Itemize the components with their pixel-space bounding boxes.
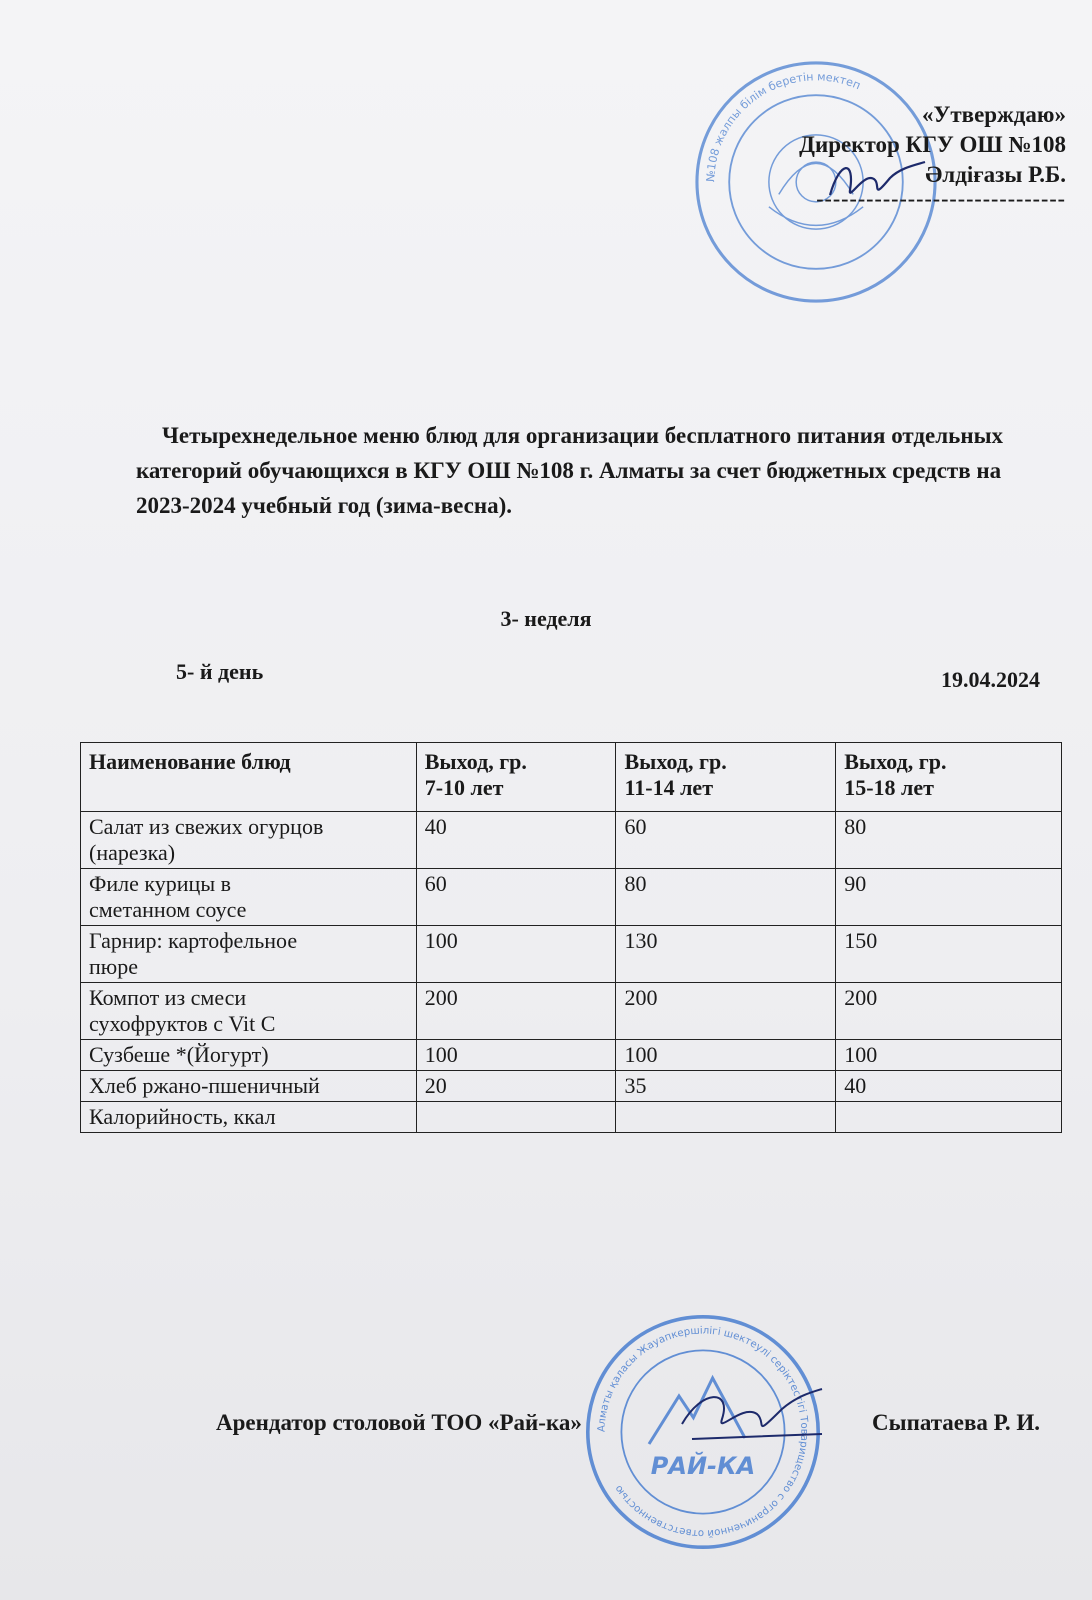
portion-15-18: 40 bbox=[836, 1071, 1062, 1102]
calories-15-18 bbox=[836, 1102, 1062, 1133]
portion-15-18: 90 bbox=[836, 869, 1062, 926]
stamp-top-text: №108 жалпы білім беретін мектеп bbox=[704, 70, 863, 183]
approval-name: Әлдіғазы Р.Б. bbox=[925, 162, 1066, 187]
dish-name: Компот из смеси сухофруктов с Vit C bbox=[81, 983, 417, 1040]
dish-name: Гарнир: картофельное пюре bbox=[81, 926, 417, 983]
stamp-logo: РАЙ-КА bbox=[650, 1452, 756, 1480]
menu-table bbox=[80, 742, 1062, 1133]
table-row bbox=[81, 926, 1062, 983]
table-row bbox=[81, 869, 1062, 926]
header-age-7-10: Выход, гр. 7-10 лет bbox=[416, 743, 616, 812]
portion-7-10: 200 bbox=[416, 983, 616, 1040]
dish-name: Хлеб ржано-пшеничный bbox=[81, 1071, 417, 1102]
table-row bbox=[81, 983, 1062, 1040]
portion-7-10: 60 bbox=[416, 869, 616, 926]
table-row bbox=[81, 1102, 1062, 1133]
week-label: 3- неделя bbox=[500, 606, 592, 631]
stamp-bottom-text: Алматы қаласы Жауапкершілігі шектеулі серіктестігі Товарищество с ограниченной ответственностью bbox=[596, 1325, 810, 1539]
portion-11-14: 130 bbox=[616, 926, 836, 983]
table-row bbox=[81, 812, 1062, 869]
dish-name: Филе курицы в сметанном соусе bbox=[81, 869, 417, 926]
date-label: 19.04.2024 bbox=[941, 667, 1040, 692]
calories-11-14 bbox=[616, 1102, 836, 1133]
portion-15-18: 80 bbox=[836, 812, 1062, 869]
portion-7-10: 100 bbox=[416, 1040, 616, 1071]
dish-name: Салат из свежих огурцов (нарезка) bbox=[81, 812, 417, 869]
approval-block bbox=[799, 100, 1066, 211]
portion-7-10: 100 bbox=[416, 926, 616, 983]
approval-position: Директор КГУ ОШ №108 bbox=[799, 132, 1066, 157]
header-age-11-14: Выход, гр. 11-14 лет bbox=[616, 743, 836, 812]
header-dish: Наименование блюд bbox=[81, 743, 417, 812]
portion-11-14: 35 bbox=[616, 1071, 836, 1102]
header-age-15-18: Выход, гр. 15-18 лет bbox=[836, 743, 1062, 812]
portion-15-18: 200 bbox=[836, 983, 1062, 1040]
portion-15-18: 100 bbox=[836, 1040, 1062, 1071]
signature-line: ------------------------------ bbox=[816, 186, 1066, 211]
calories-label: Калорийность, ккал bbox=[81, 1102, 417, 1133]
portion-11-14: 80 bbox=[616, 869, 836, 926]
portion-7-10: 40 bbox=[416, 812, 616, 869]
tenant-signature bbox=[672, 1384, 832, 1454]
day-label: 5- й день bbox=[176, 659, 264, 684]
table-row bbox=[81, 1040, 1062, 1071]
portion-7-10: 20 bbox=[416, 1071, 616, 1102]
table-header-row bbox=[81, 743, 1062, 812]
portion-15-18: 150 bbox=[836, 926, 1062, 983]
table-row bbox=[81, 1071, 1062, 1102]
calories-7-10 bbox=[416, 1102, 616, 1133]
portion-11-14: 60 bbox=[616, 812, 836, 869]
document-title: Четырехнедельное меню блюд для организации бесплатного питания отдельных категорий обучающихся в КГУ ОШ №108 г. Алматы за счет бюджетных средств на 2023-2024 учебный год (зима-весна). bbox=[136, 423, 1004, 518]
dish-name: Сузбеше *(Йогурт) bbox=[81, 1040, 417, 1071]
portion-11-14: 100 bbox=[616, 1040, 836, 1071]
approval-heading: «Утверждаю» bbox=[922, 102, 1066, 127]
tenant-name: Сыпатаева Р. И. bbox=[872, 1410, 1040, 1435]
tenant-label: Арендатор столовой ТОО «Рай-ка» bbox=[216, 1410, 582, 1435]
portion-11-14: 200 bbox=[616, 983, 836, 1040]
